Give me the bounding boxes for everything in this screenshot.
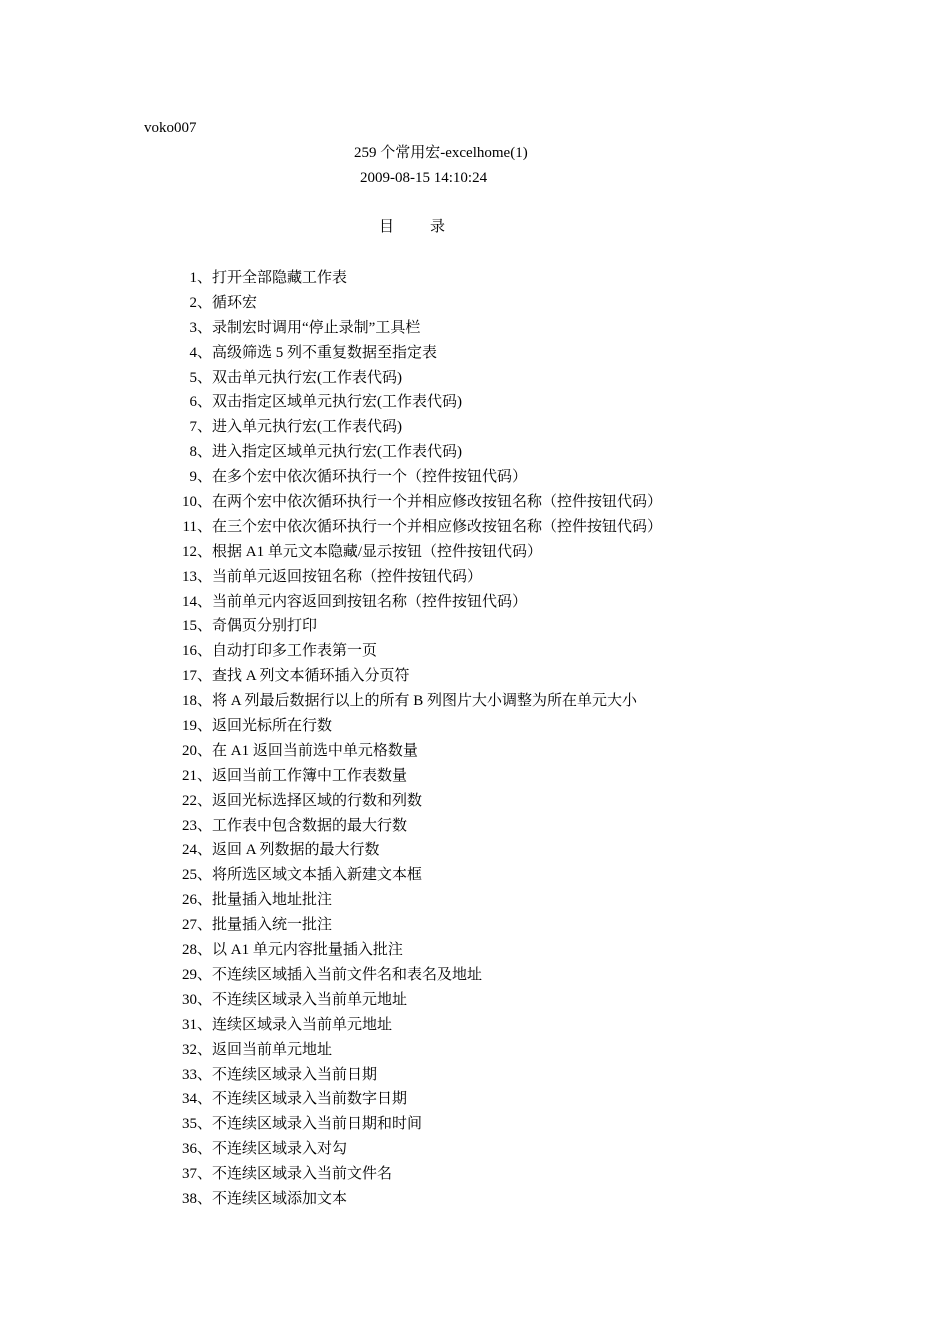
toc-item[interactable]	[176, 1038, 662, 1063]
toc-item[interactable]	[176, 789, 662, 814]
toc-item-text: 根据 A1 单元文本隐藏/显示按钮（控件按钮代码）	[212, 543, 543, 560]
toc-item-text: 双击单元执行宏(工作表代码)	[212, 369, 402, 386]
toc-item-number: 15、	[181, 618, 212, 635]
toc-item[interactable]	[176, 540, 662, 565]
toc-item-number: 13、	[181, 568, 212, 585]
toc-item-text: 在 A1 返回当前选中单元格数量	[212, 742, 418, 759]
toc-item[interactable]	[176, 913, 662, 938]
toc-item-number: 31、	[181, 1016, 212, 1033]
toc-item[interactable]	[176, 440, 662, 465]
toc-item-number: 30、	[181, 991, 212, 1008]
toc-item-number: 4、	[189, 344, 212, 361]
toc-item[interactable]	[176, 390, 662, 415]
author-name: voko007	[144, 120, 197, 136]
toc-item-number: 2、	[189, 294, 212, 311]
toc-item[interactable]	[176, 1137, 662, 1162]
toc-item-text: 双击指定区域单元执行宏(工作表代码)	[212, 394, 462, 411]
toc-item[interactable]	[176, 1013, 662, 1038]
toc-item[interactable]	[176, 1162, 662, 1187]
toc-item-number: 32、	[181, 1041, 212, 1058]
toc-item-number: 7、	[189, 419, 212, 436]
toc-item-text: 以 A1 单元内容批量插入批注	[212, 942, 403, 959]
toc-item[interactable]	[176, 415, 662, 440]
toc-item[interactable]	[176, 266, 662, 291]
toc-item-text: 不连续区域录入当前单元地址	[212, 991, 408, 1008]
toc-item-text: 自动打印多工作表第一页	[212, 643, 378, 660]
toc-item-text: 不连续区域添加文本	[212, 1190, 348, 1207]
toc-list	[176, 266, 662, 1212]
toc-item[interactable]	[176, 938, 662, 963]
toc-item[interactable]	[176, 739, 662, 764]
toc-item-number: 27、	[181, 917, 212, 934]
toc-item-number: 34、	[181, 1091, 212, 1108]
toc-item-text: 不连续区域录入当前数字日期	[212, 1091, 408, 1108]
toc-item-number: 6、	[189, 394, 212, 411]
toc-item-number: 22、	[181, 792, 212, 809]
toc-item-text: 高级筛选 5 列不重复数据至指定表	[212, 344, 438, 361]
toc-item-text: 在两个宏中依次循环执行一个并相应修改按钮名称（控件按钮代码）	[212, 494, 663, 511]
document-title: 259 个常用宏-excelhome(1)	[354, 145, 528, 161]
toc-item-text: 工作表中包含数据的最大行数	[212, 817, 408, 834]
toc-item-text: 进入单元执行宏(工作表代码)	[212, 419, 402, 436]
toc-item-text: 查找 A 列文本循环插入分页符	[212, 668, 410, 685]
toc-item-number: 38、	[181, 1190, 212, 1207]
toc-item-text: 返回当前工作簿中工作表数量	[212, 767, 408, 784]
toc-item-number: 24、	[181, 842, 212, 859]
toc-item[interactable]	[176, 614, 662, 639]
toc-item-text: 不连续区域插入当前文件名和表名及地址	[212, 966, 483, 983]
toc-item-text: 当前单元返回按钮名称（控件按钮代码）	[212, 568, 483, 585]
toc-item-number: 29、	[181, 966, 212, 983]
toc-item[interactable]	[176, 565, 662, 590]
toc-item[interactable]	[176, 1112, 662, 1137]
toc-item-text: 不连续区域录入当前文件名	[212, 1166, 393, 1183]
toc-heading: 目录	[379, 219, 482, 235]
toc-item-number: 35、	[181, 1116, 212, 1133]
toc-item[interactable]	[176, 863, 662, 888]
toc-item[interactable]	[176, 341, 662, 366]
toc-item[interactable]	[176, 963, 662, 988]
toc-item-text: 循环宏	[212, 294, 258, 311]
toc-item-number: 19、	[181, 718, 212, 735]
toc-item-text: 连续区域录入当前单元地址	[212, 1016, 393, 1033]
toc-item-number: 17、	[181, 668, 212, 685]
toc-item-number: 25、	[181, 867, 212, 884]
toc-item-number: 1、	[189, 270, 212, 286]
toc-item-number: 20、	[181, 742, 212, 759]
toc-item[interactable]	[176, 689, 662, 714]
toc-item-number: 5、	[189, 369, 212, 386]
toc-item[interactable]	[176, 465, 662, 490]
toc-item-number: 10、	[181, 494, 212, 511]
toc-item-number: 23、	[181, 817, 212, 834]
toc-item[interactable]	[176, 291, 662, 316]
toc-item[interactable]	[176, 888, 662, 913]
document-date: 2009-08-15 14:10:24	[360, 170, 488, 186]
toc-item[interactable]	[176, 664, 662, 689]
toc-item[interactable]	[176, 639, 662, 664]
toc-item-text: 奇偶页分别打印	[212, 618, 318, 635]
toc-item-text: 将 A 列最后数据行以上的所有 B 列图片大小调整为所在单元大小	[212, 693, 638, 710]
toc-item-number: 37、	[181, 1166, 212, 1183]
toc-item[interactable]	[176, 988, 662, 1013]
toc-item-text: 返回光标选择区域的行数和列数	[212, 792, 423, 809]
toc-item-text: 录制宏时调用“停止录制”工具栏	[212, 319, 421, 336]
toc-item[interactable]	[176, 764, 662, 789]
toc-item-number: 14、	[181, 593, 212, 610]
toc-item-number: 3、	[189, 319, 212, 336]
toc-item-number: 9、	[189, 469, 212, 486]
toc-item[interactable]	[176, 490, 662, 515]
toc-item[interactable]	[176, 1063, 662, 1088]
toc-item[interactable]	[176, 1187, 662, 1212]
toc-item-text: 返回当前单元地址	[212, 1041, 333, 1058]
toc-item-text: 不连续区域录入当前日期	[212, 1066, 378, 1083]
toc-item[interactable]	[176, 366, 662, 391]
toc-item-text: 将所选区域文本插入新建文本框	[212, 867, 423, 884]
toc-item[interactable]	[176, 316, 662, 341]
toc-item-number: 33、	[181, 1066, 212, 1083]
toc-item-text: 进入指定区域单元执行宏(工作表代码)	[212, 444, 462, 461]
toc-item-text: 在三个宏中依次循环执行一个并相应修改按钮名称（控件按钮代码）	[212, 518, 663, 535]
toc-item-number: 16、	[181, 643, 212, 660]
toc-item-number: 36、	[181, 1141, 212, 1158]
toc-item-number: 11、	[182, 518, 212, 535]
toc-item-number: 26、	[181, 892, 212, 909]
toc-item-text: 返回光标所在行数	[212, 718, 333, 735]
toc-item-number: 12、	[181, 543, 212, 560]
toc-item[interactable]	[176, 814, 662, 839]
toc-item-text: 在多个宏中依次循环执行一个（控件按钮代码）	[212, 469, 528, 486]
toc-item-number: 21、	[181, 767, 212, 784]
toc-item-text: 打开全部隐藏工作表	[212, 270, 348, 286]
toc-item[interactable]	[176, 714, 662, 739]
toc-item[interactable]	[176, 838, 662, 863]
toc-item-number: 8、	[189, 444, 212, 461]
toc-item-text: 批量插入统一批注	[212, 917, 333, 934]
toc-item-text: 当前单元内容返回到按钮名称（控件按钮代码）	[212, 593, 528, 610]
toc-item-number: 18、	[181, 693, 212, 710]
toc-item-text: 不连续区域录入对勾	[212, 1141, 348, 1158]
toc-item[interactable]	[176, 515, 662, 540]
toc-item[interactable]	[176, 590, 662, 615]
toc-item-text: 不连续区域录入当前日期和时间	[212, 1116, 423, 1133]
toc-item-number: 28、	[181, 942, 212, 959]
toc-item[interactable]	[176, 1087, 662, 1112]
toc-item-text: 批量插入地址批注	[212, 892, 333, 909]
toc-item-text: 返回 A 列数据的最大行数	[212, 842, 380, 859]
